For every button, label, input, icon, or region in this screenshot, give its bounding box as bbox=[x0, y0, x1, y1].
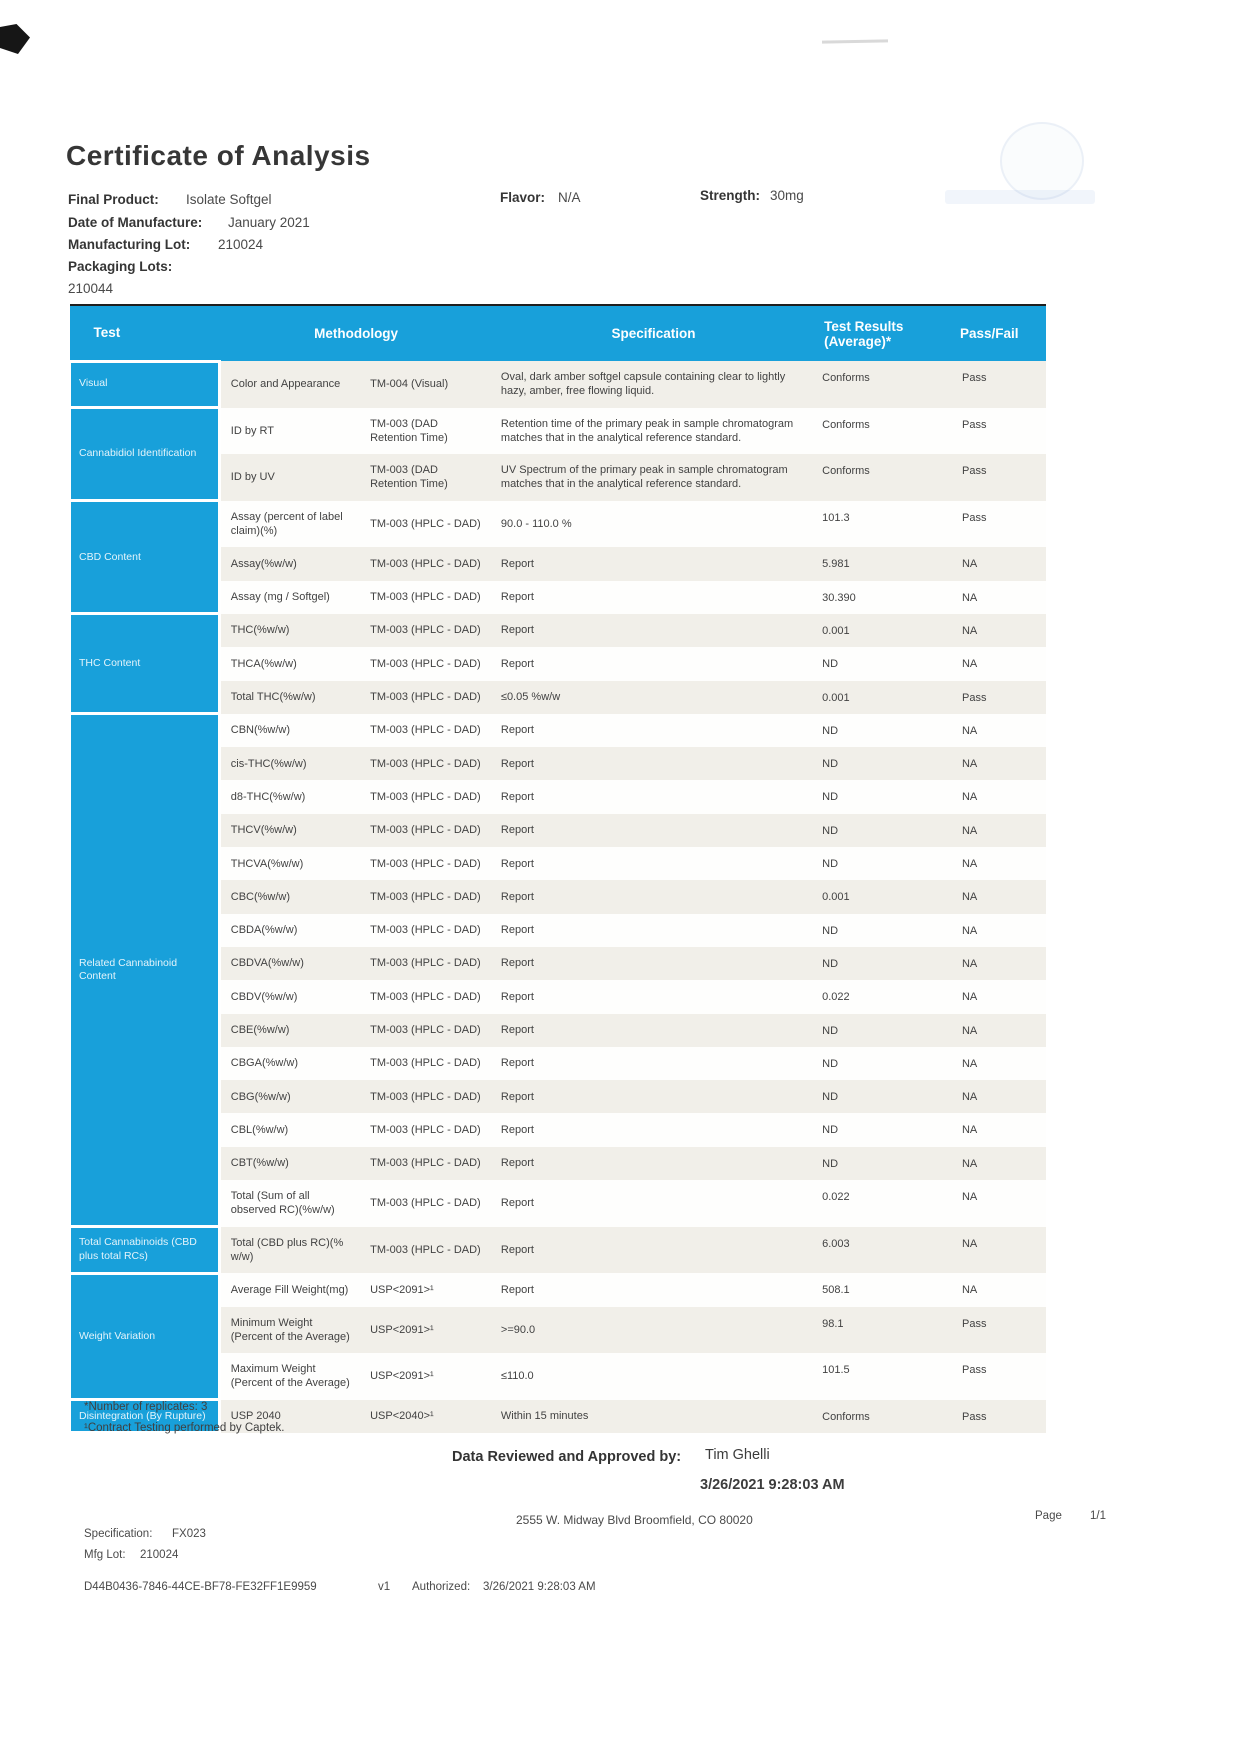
specification-cell: Report bbox=[493, 847, 814, 880]
specification-cell: Report bbox=[493, 1180, 814, 1227]
test-result-cell: ND bbox=[814, 847, 954, 880]
test-result-cell: 98.1 bbox=[814, 1307, 954, 1354]
table-row bbox=[70, 408, 1047, 455]
test-name-cell: CBC(%w/w) bbox=[219, 880, 362, 913]
methodology-cell: TM-003 (HPLC - DAD) bbox=[362, 914, 493, 947]
test-result-cell: Conforms bbox=[814, 361, 954, 408]
specification-cell: Report bbox=[493, 581, 814, 614]
passfail-cell: NA bbox=[954, 547, 1046, 580]
test-result-cell: ND bbox=[814, 1113, 954, 1146]
test-category-cell: CBD Content bbox=[70, 501, 220, 614]
page-title: Certificate of Analysis bbox=[66, 140, 371, 171]
methodology-cell: TM-003 (HPLC - DAD) bbox=[362, 1080, 493, 1113]
authorized-label: Authorized: bbox=[412, 1581, 471, 1593]
table-row bbox=[70, 361, 1047, 408]
passfail-cell: Pass bbox=[954, 681, 1046, 714]
test-name-cell: Assay(%w/w) bbox=[219, 547, 362, 580]
passfail-cell: NA bbox=[954, 780, 1046, 813]
test-result-cell: Conforms bbox=[814, 1400, 954, 1433]
methodology-cell: TM-003 (HPLC - DAD) bbox=[362, 780, 493, 813]
test-name-cell: THCA(%w/w) bbox=[219, 647, 362, 680]
test-category-cell: Weight Variation bbox=[70, 1273, 220, 1399]
authorized-datetime: 3/26/2021 9:28:03 AM bbox=[483, 1581, 596, 1593]
test-name-cell: Maximum Weight (Percent of the Average) bbox=[219, 1353, 362, 1400]
footer-specification-value: FX023 bbox=[172, 1528, 206, 1540]
strength-value: 30mg bbox=[770, 188, 804, 203]
document-version: v1 bbox=[378, 1581, 391, 1593]
methodology-cell: TM-004 (Visual) bbox=[362, 361, 493, 408]
specification-cell: Report bbox=[493, 1047, 814, 1080]
column-header-methodology: Methodology bbox=[219, 305, 493, 361]
table-row bbox=[70, 501, 1047, 548]
faint-logo-watermark bbox=[945, 190, 1095, 204]
passfail-cell: NA bbox=[954, 747, 1046, 780]
table-row bbox=[70, 614, 1047, 647]
specification-cell: Report bbox=[493, 1080, 814, 1113]
passfail-cell: NA bbox=[954, 1227, 1046, 1274]
methodology-cell: TM-003 (HPLC - DAD) bbox=[362, 1227, 493, 1274]
specification-cell: Report bbox=[493, 880, 814, 913]
final-product-label: Final Product: bbox=[68, 192, 159, 207]
test-result-cell: ND bbox=[814, 647, 954, 680]
methodology-cell: TM-003 (HPLC - DAD) bbox=[362, 581, 493, 614]
test-result-cell: 101.3 bbox=[814, 501, 954, 548]
test-result-cell: 0.001 bbox=[814, 614, 954, 647]
test-name-cell: Total (Sum of all observed RC)(%w/w) bbox=[219, 1180, 362, 1227]
passfail-cell: NA bbox=[954, 1180, 1046, 1227]
test-result-cell: ND bbox=[814, 714, 954, 747]
test-category-cell: THC Content bbox=[70, 614, 220, 714]
specification-cell: Report bbox=[493, 1273, 814, 1306]
specification-cell: Oval, dark amber softgel capsule containing clear to lightly hazy, amber, free flowing liquid. bbox=[493, 361, 814, 408]
methodology-cell: TM-003 (HPLC - DAD) bbox=[362, 714, 493, 747]
footer-specification-label: Specification: bbox=[84, 1528, 153, 1540]
column-header-test: Test bbox=[70, 305, 220, 361]
specification-cell: Report bbox=[493, 1227, 814, 1274]
methodology-cell: TM-003 (HPLC - DAD) bbox=[362, 847, 493, 880]
methodology-cell: TM-003 (HPLC - DAD) bbox=[362, 747, 493, 780]
test-name-cell: USP 2040 bbox=[219, 1400, 362, 1433]
test-result-cell: 0.001 bbox=[814, 880, 954, 913]
passfail-cell: NA bbox=[954, 914, 1046, 947]
methodology-cell: TM-003 (HPLC - DAD) bbox=[362, 681, 493, 714]
passfail-cell: NA bbox=[954, 581, 1046, 614]
test-name-cell: CBGA(%w/w) bbox=[219, 1047, 362, 1080]
passfail-cell: NA bbox=[954, 1080, 1046, 1113]
test-name-cell: Assay (percent of label claim)(%) bbox=[219, 501, 362, 548]
table-row bbox=[70, 714, 1047, 747]
specification-cell: Report bbox=[493, 647, 814, 680]
specification-cell: Report bbox=[493, 1147, 814, 1180]
specification-cell: Report bbox=[493, 780, 814, 813]
flavor-label: Flavor: bbox=[500, 190, 546, 205]
passfail-cell: NA bbox=[954, 814, 1046, 847]
test-result-cell: ND bbox=[814, 814, 954, 847]
test-name-cell: ID by RT bbox=[219, 408, 362, 455]
passfail-cell: Pass bbox=[954, 361, 1046, 408]
specification-cell: Report bbox=[493, 614, 814, 647]
methodology-cell: TM-003 (HPLC - DAD) bbox=[362, 1180, 493, 1227]
footer-mfg-lot-label: Mfg Lot: bbox=[84, 1549, 126, 1561]
coa-table-body bbox=[70, 361, 1047, 1433]
specification-cell: Report bbox=[493, 814, 814, 847]
test-result-cell: 6.003 bbox=[814, 1227, 954, 1274]
specification-cell: Report bbox=[493, 747, 814, 780]
specification-cell: ≤110.0 bbox=[493, 1353, 814, 1400]
passfail-cell: NA bbox=[954, 1047, 1046, 1080]
passfail-cell: NA bbox=[954, 647, 1046, 680]
passfail-cell: Pass bbox=[954, 454, 1046, 501]
passfail-cell: NA bbox=[954, 1014, 1046, 1047]
methodology-cell: TM-003 (HPLC - DAD) bbox=[362, 1047, 493, 1080]
passfail-cell: Pass bbox=[954, 501, 1046, 548]
passfail-cell: NA bbox=[954, 714, 1046, 747]
test-result-cell: 0.022 bbox=[814, 980, 954, 1013]
passfail-cell: Pass bbox=[954, 1307, 1046, 1354]
methodology-cell: TM-003 (HPLC - DAD) bbox=[362, 1113, 493, 1146]
manufacturing-lot-label: Manufacturing Lot: bbox=[68, 237, 191, 252]
manufacturing-lot-value: 210024 bbox=[218, 237, 264, 252]
test-result-cell: ND bbox=[814, 1147, 954, 1180]
test-category-cell: Disintegration (By Rupture) bbox=[70, 1400, 220, 1433]
test-name-cell: d8-THC(%w/w) bbox=[219, 780, 362, 813]
passfail-cell: NA bbox=[954, 880, 1046, 913]
passfail-cell: Pass bbox=[954, 408, 1046, 455]
footnote-replicates: *Number of replicates: 3 bbox=[84, 1401, 208, 1413]
test-name-cell: CBDVA(%w/w) bbox=[219, 947, 362, 980]
methodology-cell: USP<2091>¹ bbox=[362, 1353, 493, 1400]
specification-cell: Retention time of the primary peak in sample chromatogram matches that in the analytical reference standard. bbox=[493, 408, 814, 455]
table-row bbox=[70, 1273, 1047, 1306]
methodology-cell: TM-003 (HPLC - DAD) bbox=[362, 1147, 493, 1180]
test-result-cell: 30.390 bbox=[814, 581, 954, 614]
methodology-cell: TM-003 (HPLC - DAD) bbox=[362, 614, 493, 647]
specification-cell: Report bbox=[493, 547, 814, 580]
final-product-value: Isolate Softgel bbox=[186, 192, 272, 207]
methodology-cell: TM-003 (HPLC - DAD) bbox=[362, 647, 493, 680]
test-name-cell: Assay (mg / Softgel) bbox=[219, 581, 362, 614]
passfail-cell: NA bbox=[954, 980, 1046, 1013]
test-name-cell: Color and Appearance bbox=[219, 361, 362, 408]
specification-cell: Report bbox=[493, 1113, 814, 1146]
column-header-specification: Specification bbox=[493, 305, 814, 361]
specification-cell: 90.0 - 110.0 % bbox=[493, 501, 814, 548]
strength-label: Strength: bbox=[700, 188, 760, 203]
test-category-cell: Visual bbox=[70, 361, 220, 408]
specification-cell: Within 15 minutes bbox=[493, 1400, 814, 1433]
test-result-cell: ND bbox=[814, 947, 954, 980]
test-result-cell: 508.1 bbox=[814, 1273, 954, 1306]
test-result-cell: ND bbox=[814, 747, 954, 780]
column-header-test-results: Test Results (Average)* bbox=[814, 305, 954, 361]
test-name-cell: CBDV(%w/w) bbox=[219, 980, 362, 1013]
test-category-cell: Cannabidiol Identification bbox=[70, 408, 220, 501]
methodology-cell: USP<2040>¹ bbox=[362, 1400, 493, 1433]
methodology-cell: USP<2091>¹ bbox=[362, 1273, 493, 1306]
methodology-cell: TM-003 (DAD Retention Time) bbox=[362, 454, 493, 501]
faint-stamp-watermark bbox=[1000, 122, 1084, 200]
test-result-cell: ND bbox=[814, 1047, 954, 1080]
table-row bbox=[70, 1227, 1047, 1274]
column-header-passfail: Pass/Fail bbox=[954, 305, 1046, 361]
specification-cell: UV Spectrum of the primary peak in sample chromatogram matches that in the analytical reference standard. bbox=[493, 454, 814, 501]
specification-cell: Report bbox=[493, 714, 814, 747]
specification-cell: Report bbox=[493, 947, 814, 980]
test-result-cell: Conforms bbox=[814, 454, 954, 501]
test-name-cell: Total THC(%w/w) bbox=[219, 681, 362, 714]
test-name-cell: Average Fill Weight(mg) bbox=[219, 1273, 362, 1306]
footnote-contract: ¹Contract Testing performed by Captek. bbox=[84, 1422, 285, 1434]
company-address: 2555 W. Midway Blvd Broomfield, CO 80020 bbox=[516, 1513, 753, 1527]
passfail-cell: NA bbox=[954, 1273, 1046, 1306]
methodology-cell: TM-003 (HPLC - DAD) bbox=[362, 1014, 493, 1047]
test-name-cell: CBDA(%w/w) bbox=[219, 914, 362, 947]
approved-by-datetime: 3/26/2021 9:28:03 AM bbox=[700, 1477, 845, 1493]
test-result-cell: 0.022 bbox=[814, 1180, 954, 1227]
methodology-cell: TM-003 (HPLC - DAD) bbox=[362, 947, 493, 980]
passfail-cell: Pass bbox=[954, 1400, 1046, 1433]
test-result-cell: ND bbox=[814, 1014, 954, 1047]
test-name-cell: CBL(%w/w) bbox=[219, 1113, 362, 1146]
test-name-cell: cis-THC(%w/w) bbox=[219, 747, 362, 780]
specification-cell: Report bbox=[493, 914, 814, 947]
passfail-cell: NA bbox=[954, 947, 1046, 980]
approved-by-label: Data Reviewed and Approved by: bbox=[452, 1449, 682, 1465]
methodology-cell: TM-003 (HPLC - DAD) bbox=[362, 814, 493, 847]
test-result-cell: Conforms bbox=[814, 408, 954, 455]
test-name-cell: Minimum Weight (Percent of the Average) bbox=[219, 1307, 362, 1354]
scan-artifact-dash bbox=[822, 39, 888, 43]
table-header bbox=[70, 305, 1047, 361]
test-result-cell: 101.5 bbox=[814, 1353, 954, 1400]
test-name-cell: CBT(%w/w) bbox=[219, 1147, 362, 1180]
results-table bbox=[68, 304, 1046, 1434]
test-category-cell: Total Cannabinoids (CBD plus total RCs) bbox=[70, 1227, 220, 1274]
test-name-cell: CBG(%w/w) bbox=[219, 1080, 362, 1113]
packaging-lots-value: 210044 bbox=[68, 281, 114, 296]
document-id: D44B0436-7846-44CE-BF78-FE32FF1E9959 bbox=[84, 1581, 317, 1593]
scan-artifact-corner bbox=[0, 24, 30, 54]
test-result-cell: ND bbox=[814, 1080, 954, 1113]
test-name-cell: Total (CBD plus RC)(% w/w) bbox=[219, 1227, 362, 1274]
methodology-cell: TM-003 (DAD Retention Time) bbox=[362, 408, 493, 455]
date-of-manufacture-value: January 2021 bbox=[228, 215, 310, 230]
methodology-cell: TM-003 (HPLC - DAD) bbox=[362, 547, 493, 580]
test-result-cell: 5.981 bbox=[814, 547, 954, 580]
test-name-cell: CBN(%w/w) bbox=[219, 714, 362, 747]
specification-cell: Report bbox=[493, 1014, 814, 1047]
passfail-cell: NA bbox=[954, 1113, 1046, 1146]
specification-cell: ≤0.05 %w/w bbox=[493, 681, 814, 714]
test-result-cell: 0.001 bbox=[814, 681, 954, 714]
page-number: 1/1 bbox=[1090, 1510, 1106, 1522]
methodology-cell: USP<2091>¹ bbox=[362, 1307, 493, 1354]
specification-cell: Report bbox=[493, 980, 814, 1013]
test-name-cell: CBE(%w/w) bbox=[219, 1014, 362, 1047]
passfail-cell: Pass bbox=[954, 1353, 1046, 1400]
methodology-cell: TM-003 (HPLC - DAD) bbox=[362, 501, 493, 548]
specification-cell: >=90.0 bbox=[493, 1307, 814, 1354]
test-name-cell: THCV(%w/w) bbox=[219, 814, 362, 847]
passfail-cell: NA bbox=[954, 614, 1046, 647]
approved-by-name: Tim Ghelli bbox=[705, 1447, 770, 1463]
footer-mfg-lot-value: 210024 bbox=[140, 1549, 179, 1561]
methodology-cell: TM-003 (HPLC - DAD) bbox=[362, 880, 493, 913]
date-of-manufacture-label: Date of Manufacture: bbox=[68, 215, 203, 230]
test-result-cell: ND bbox=[814, 780, 954, 813]
test-name-cell: THC(%w/w) bbox=[219, 614, 362, 647]
test-result-cell: ND bbox=[814, 914, 954, 947]
passfail-cell: NA bbox=[954, 1147, 1046, 1180]
passfail-cell: NA bbox=[954, 847, 1046, 880]
page-label: Page bbox=[1035, 1510, 1062, 1522]
methodology-cell: TM-003 (HPLC - DAD) bbox=[362, 980, 493, 1013]
test-category-cell: Related Cannabinoid Content bbox=[70, 714, 220, 1227]
test-name-cell: ID by UV bbox=[219, 454, 362, 501]
test-name-cell: THCVA(%w/w) bbox=[219, 847, 362, 880]
flavor-value: N/A bbox=[558, 190, 581, 205]
packaging-lots-label: Packaging Lots: bbox=[68, 259, 173, 274]
